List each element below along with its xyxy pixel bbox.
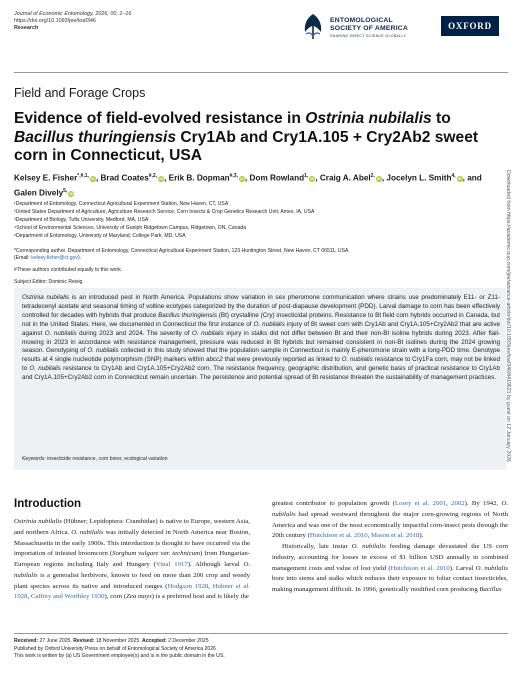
author-name[interactable]: Erik B. Dopman <box>168 173 230 183</box>
subject-editor: Subject Editor: Dominic Reisig <box>14 279 83 285</box>
affiliations <box>14 200 494 240</box>
keywords-list: insecticide resistance, corn borer, ecological variation <box>45 456 168 462</box>
body-column-right <box>272 499 508 596</box>
abstract-text <box>22 294 500 383</box>
doi-link[interactable]: https://doi.org/10.1093/jee/toaf346 <box>14 18 96 24</box>
title-text-1: Evidence of field-evolved resistance in <box>14 110 306 127</box>
italic-term: O. nubilalis <box>44 329 77 337</box>
esa-logo[interactable] <box>300 12 430 42</box>
citation-link[interactable]: Caffrey and Worthley 1930 <box>30 593 105 601</box>
text-run: ) is a preferred host and is likely the <box>151 593 249 601</box>
title-species: Ostrinia nubilalis <box>305 110 432 127</box>
article-title <box>14 110 484 166</box>
text-run: that were previously reported as linked to <box>222 356 342 364</box>
author-name[interactable]: Dom Rowland <box>249 173 305 183</box>
author-name[interactable]: Jocelyn L. Smith <box>386 173 452 183</box>
text-run: resistance to Cry1Ab and Cry1A.105+Cry2Ab2 corn. The resistance frequency, geographic distribution, and genetic basis of practical resistance to Cry1Ab and Cry1A.105+Cry2Ab2 corn in Connecticut remain uncertain. The persistence and potential spread of Bt resistance threaten the sustainability of management practices. <box>22 365 500 382</box>
affiliation-line: ⁴School of Environmental Sciences, University of Guelph Ridgetown Campus, Ridgetown, ON, Canada <box>14 225 247 231</box>
publication-footer <box>14 638 508 661</box>
introduction-heading: Introduction <box>14 498 82 510</box>
body-paragraph <box>272 542 508 596</box>
citation-link[interactable]: Mason et al. 2018 <box>371 532 420 540</box>
esa-name <box>330 17 408 33</box>
text-run: injury of Bt sweet corn with Cry1Ab and Cry1A.105+Cry2Ab2 that are active against <box>22 320 500 337</box>
italic-term: O. nubilalis <box>351 543 386 550</box>
orcid-icon[interactable]: iD <box>69 191 74 196</box>
author-name[interactable]: and Galen Dively <box>14 173 482 198</box>
text-run: ). Although larval <box>187 561 244 568</box>
affiliation-line: ¹Department of Entomology, Connecticut Agricultural Experiment Station, New Haven, CT, USA <box>14 201 229 207</box>
italic-term: O. nubilalis <box>14 561 251 579</box>
corresponding-author: *Corresponding author. Department of Entomology, Connecticut Agricultural Experiment Station, 123 Huntington Street, New Haven, CT 06511, USA <box>14 248 349 254</box>
email-label: (Email: <box>14 255 32 261</box>
title-text-2: to <box>431 110 451 127</box>
author-affiliation-marker: #,3, <box>229 173 238 179</box>
orcid-icon[interactable]: iD <box>240 176 244 181</box>
italic-term: O. nubilalis <box>253 320 285 328</box>
text-run: is a generalist herbivore, known to feed on more than 200 crop and weedy plant species across its native and introduced ranges ( <box>14 571 250 590</box>
publisher-note: Published by Oxford University Press on behalf of Entomological Society of America 2026 <box>14 645 216 652</box>
text-run: feeding damage devastated the US corn industry, accounting for losses in excess of $1 billion USD annually in combined management costs and value of lost yield ( <box>272 543 508 572</box>
article-category: Field and Forage Crops <box>14 86 146 100</box>
orcid-icon[interactable]: iD <box>377 176 381 181</box>
body-paragraph <box>14 517 250 603</box>
italic-term: O. nubilalis <box>191 329 224 337</box>
author-name[interactable]: Brad Coates <box>100 173 149 183</box>
text-run: (Bt) crystalline (Cry) insecticidal proteins. Resistance to Bt field corn hybrids occurred in Canada, but not in the United States. Here, we documented in Connecticut the first instance of <box>22 311 500 328</box>
article-section: Research <box>14 25 39 31</box>
received-label: Received: <box>14 638 39 644</box>
journal-meta <box>14 11 131 32</box>
italic-term: Ostrinia nubilalis <box>22 294 70 301</box>
citation-link[interactable]: Hutchison et al. 2010 <box>309 532 368 540</box>
text-run: Historically, late instar <box>282 543 352 550</box>
author-affiliation-marker: 4, <box>451 173 456 179</box>
orcid-icon[interactable]: iD <box>91 176 95 181</box>
author-name[interactable]: Kelsey E. Fisher <box>14 173 78 183</box>
license-note: This work is written by (a) US Government employee(s) and is in the public domain in the US. <box>14 653 225 659</box>
author-list: Kelsey E. Fisher$^{*,\#,1,}$ iD, Brad Coates$^{\#,2,}$ iD, Erik B. Dopman$^{\#,3,}$ iD, Dom Rowland$^{1,}$ iD, Craig A. Abel$^{2,}$ iD, Jocelyn L. Smith$^{4,}$ iD, and Galen Dively$^{5,}$ iD <box>14 173 482 198</box>
email-link[interactable]: kelsey.fisher@ct.gov <box>31 255 78 261</box>
italic-term: Zea mays <box>126 593 152 601</box>
text-run: had spread westward throughout the major corn-growing regions of North America and was one of the most economically impactful corn-insect pests through the 20th century ( <box>272 510 508 540</box>
text-run: ). Larval <box>449 564 476 572</box>
title-text-3: Cry1Ab and Cry1A.105 + Cry2Ab2 sweet corn in Connecticut, USA <box>14 128 479 164</box>
esa-tagline: SHARING INSECT SCIENCE GLOBALLY <box>330 34 407 38</box>
footer-divider <box>14 633 508 634</box>
text-run: , <box>208 582 213 590</box>
citation-link[interactable]: Losey et al. 2001 <box>394 500 447 507</box>
italic-term: O. nubilalis <box>87 347 119 355</box>
italic-term: abcc2 <box>205 356 223 364</box>
oxford-logo[interactable]: OXFORD <box>441 16 499 36</box>
italic-term: Bacillus thuringiensis <box>158 311 217 319</box>
text-run: was initially detected in North America near Boston, Massachusetts in the early 1900s. This introduction is thought to have occurred via the importation of infested broomcorn ( <box>14 528 251 558</box>
text-run: bore into stems and stalks which reduces their exposure to foliar contact insecticides, making management difficult. In 1996, genetically modified corn producing <box>272 575 508 593</box>
citation-link[interactable]: 2002 <box>451 500 465 507</box>
title-bt: Bacillus thuringiensis <box>14 128 177 146</box>
text-run: greatest contributor to population growth ( <box>272 500 395 507</box>
author-name[interactable]: Craig A. Abel <box>319 173 371 183</box>
affiliation-line: ³Department of Biology, Tufts University, Medford, MA, USA <box>14 217 149 223</box>
text-run: ), corn ( <box>104 593 127 601</box>
text-run: during 2023 and 2024. The severity of <box>76 329 192 337</box>
affiliation-line: ²United States Department of Agriculture, Agriculture Research Service, Corn Insects & Crop Genetics Research Unit, Ames, IA, USA <box>14 209 315 215</box>
text-run: ) from Hungarian-European regions including Italy and Hungary ( <box>14 550 251 568</box>
accepted-date: 2 December 2025 <box>166 638 209 644</box>
text-run: injury in stalks did not differ between Bt and their non-Bt isoline hybrids during 2023. After flail-mowing in 2023 in accordance with resistance management, pressure was reduced in Bt hybrids but remained consistent in non-Bt isolines during the 2024 growing season. Genotyping of <box>22 329 500 355</box>
italic-term: Ostrinia nubilalis <box>14 518 62 525</box>
italic-term: Sorghum vulgare var. technicum <box>112 550 201 558</box>
author-affiliation-marker: 2, <box>370 173 375 179</box>
text-run: ). By 1942, <box>464 500 502 507</box>
orcid-icon[interactable]: iD <box>457 176 462 181</box>
text-run: is an introduced pest in North America. Populations show variation in sex pheromone communication where strains use predominately E11- or Z11-tetradecenyl acetate and seasonal timing of voltine ecotypes categorized by the duration of post-diapause development (PDD). Larval damage to corn has been effectively controlled for decades with hybrids that produce <box>22 294 500 319</box>
revised-date: 18 November 2025. <box>94 638 143 644</box>
author-affiliation-marker: #,2, <box>148 173 158 179</box>
italic-term: Bacillus <box>479 586 502 593</box>
keywords-label: Keywords: <box>22 456 46 462</box>
affiliation-line: ⁵Department of Entomology, University of Maryland, College Park, MD, USA <box>14 233 186 239</box>
body-paragraph <box>272 499 508 542</box>
body-column-left <box>14 517 250 603</box>
author-affiliation-marker: 5, <box>63 188 68 195</box>
text-run: (Hübner; Lepidoptera: Crambidae) is native to Europe, western Asia, and northern Africa. <box>14 518 250 536</box>
esa-name-line2: SOCIETY OF AMERICA <box>330 25 408 32</box>
citation-link[interactable]: Hubner et al. 1928 <box>14 582 250 601</box>
italic-term: O. nubilalis <box>272 500 509 518</box>
esa-name-line1: ENTOMOLOGICAL <box>330 17 393 24</box>
orcid-icon[interactable]: iD <box>310 176 315 181</box>
correspondence <box>14 248 494 286</box>
orcid-icon[interactable]: iD <box>159 176 163 181</box>
received-date: 27 June 2025. <box>38 638 74 644</box>
text-run: , <box>367 532 371 540</box>
citation-link[interactable]: Hodgson 1928 <box>167 582 209 590</box>
revised-label: Revised: <box>73 638 95 644</box>
italic-term: O. nubilalis <box>29 365 61 373</box>
download-watermark-text: Downloaded from https://academic.oup.com/jee/advance-article/doi/10.1093/jee/toaf346/8419621 by guest on 12 January 2026 <box>505 170 511 462</box>
esa-emblem-icon <box>300 12 326 40</box>
citation-link[interactable]: Hutchison et al. 2010 <box>390 564 450 572</box>
download-watermark <box>503 170 513 620</box>
citation-link[interactable]: Vinal 1917 <box>155 561 188 568</box>
author-affiliation-marker: *,#,1, <box>77 173 89 179</box>
text-run: collected in this study showed that the population sample in Connecticut is mainly E-pheromone strain with a long-PDD time. Genotype results at 4 single nucleotide polymorphism (SNP) markers within <box>22 347 500 364</box>
text-run: , <box>446 500 452 507</box>
keywords <box>22 456 168 462</box>
equal-contribution-note: #These authors contributed equally to this work. <box>14 267 123 273</box>
italic-term: O. nubilalis <box>71 528 104 536</box>
email-close: ). <box>77 255 82 261</box>
author-affiliation-marker: 1, <box>304 173 309 179</box>
header-divider <box>14 72 508 73</box>
text-run: ). <box>419 532 424 540</box>
accepted-label: Accepted: <box>142 638 167 644</box>
italic-term: O. nubilalis <box>341 356 373 364</box>
text-run: , <box>27 593 31 601</box>
text-run: resistance to Cry1Fa corn, may not be linked to <box>22 356 500 373</box>
journal-citation: Journal of Economic Entomology, 2026, 00, 1–16 <box>14 11 132 17</box>
italic-term: O. nubilalis <box>475 564 508 572</box>
